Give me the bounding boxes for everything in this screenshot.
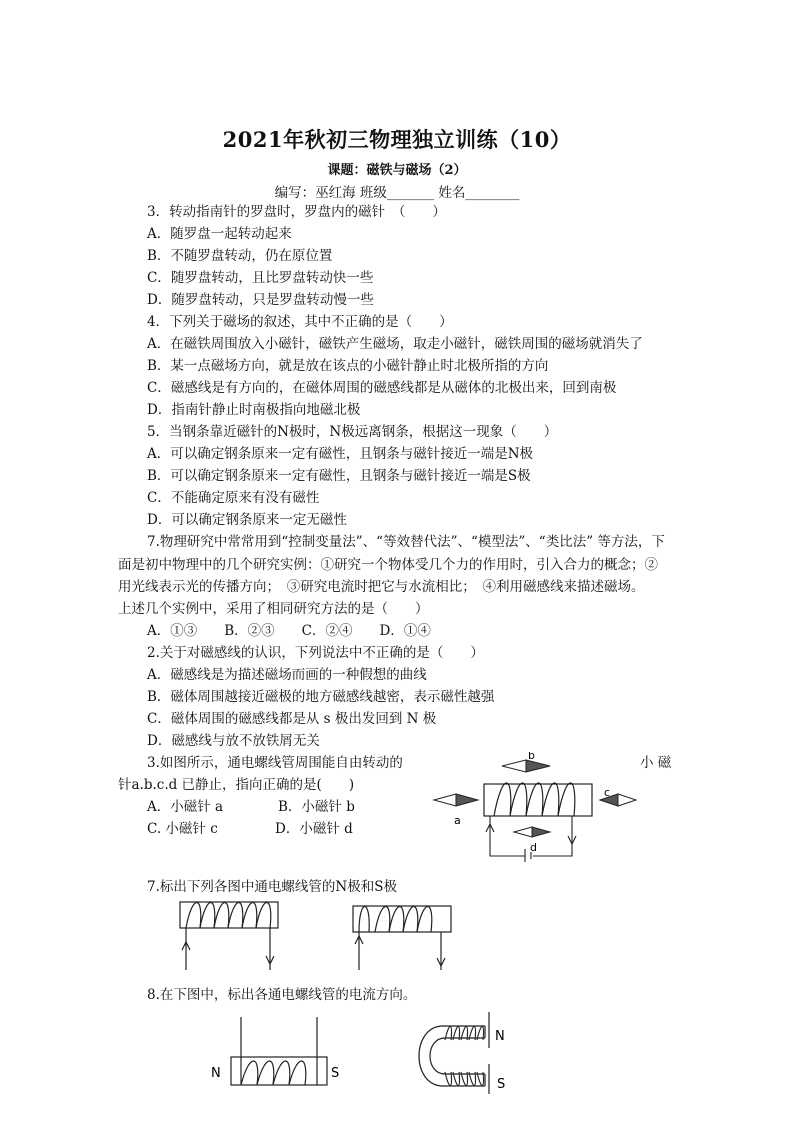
needle-d-left-half xyxy=(514,827,532,837)
needle-b-left-half xyxy=(502,760,526,772)
solenoid-compass-figure xyxy=(432,752,637,862)
question-2-option-a: A．磁感线是为描述磁场而画的一种假想的曲线 xyxy=(147,667,427,683)
circuit-wires xyxy=(486,816,576,862)
solenoid-coils xyxy=(494,783,575,816)
solenoid-3-coils xyxy=(241,1017,317,1085)
needle-a-left-half xyxy=(434,794,456,806)
u-magnet-s-label: S xyxy=(497,1077,506,1092)
question-4-stem: 4．下列关于磁场的叙述，其中不正确的是（ ） xyxy=(147,314,453,330)
question-3-stem: 3．转动指南针的罗盘时，罗盘内的磁针 （ ） xyxy=(147,204,446,220)
needle-c-right-half xyxy=(618,794,636,806)
needle-b-label: b xyxy=(528,752,535,762)
question-2-option-b: B．磁体周围越接近磁极的地方磁感线越密，表示磁性越强 xyxy=(147,689,495,705)
needle-d-label: d xyxy=(530,841,537,854)
solenoid-figure-2 xyxy=(345,896,460,972)
question-3-option-c: C．随罗盘转动，且比罗盘转动快一些 xyxy=(147,270,374,286)
question-3b-line-2: 针a.b.c.d 已静止，指向正确的是( ) xyxy=(118,777,355,793)
question-4-option-a: A．在磁铁周围放入小磁针，磁铁产生磁场，取走小磁针，磁铁周围的磁场就消失了 xyxy=(147,336,643,352)
question-3b-option-c: C. 小磁针 c xyxy=(147,821,218,837)
question-7a-options: A．①③ B．②③ C．②④ D．①④ xyxy=(147,623,431,639)
needle-c-label: c xyxy=(604,786,611,799)
u-magnet-shape xyxy=(419,1012,489,1094)
question-3b-option-d: D．小磁针 d xyxy=(275,821,353,837)
question-7a-line-1: 7.物理研究中常常用到“控制变量法”、“等效替代法”、“模型法”、“类比法” 等方法，下 xyxy=(147,534,665,550)
question-4-option-b: B．某一点磁场方向，就是放在该点的小磁针静止时北极所指的方向 xyxy=(147,358,549,374)
solenoid-1-coils xyxy=(182,903,274,971)
question-3b-option-a: A．小磁针 a xyxy=(147,799,224,815)
solenoid-2-coils xyxy=(355,907,445,971)
author-line: 编写：巫红海 班级_______ 姓名________ xyxy=(274,185,520,201)
page-title: 2021年秋初三物理独立训练（10） xyxy=(222,127,572,152)
needle-a-label: a xyxy=(454,814,461,827)
question-5-option-a: A．可以确定钢条原来一定有磁性，且钢条与磁针接近一端是N极 xyxy=(147,446,534,462)
question-3b-line-1: 3.如图所示，通电螺线管周围能自由转动的 xyxy=(147,755,403,771)
question-7a-line-2: 面是初中物理中的几个研究实例：①研究一个物体受几个力的作用时，引入合力的概念；② xyxy=(118,557,658,573)
question-5-option-b: B．可以确定钢条原来一定有磁性，且钢条与磁针接近一端是S极 xyxy=(147,468,531,484)
question-3b-line-1-tail: 小 磁 xyxy=(640,755,672,771)
solenoid-figure-1 xyxy=(172,896,287,972)
fig3-n-label: N xyxy=(211,1066,221,1081)
question-2-stem: 2.关于对磁感线的认识，下列说法中不正确的是（ ） xyxy=(147,645,484,661)
question-2-option-c: C．磁体周围的磁感线都是从 s 极出发回到 N 极 xyxy=(147,711,437,727)
question-4-option-c: C．磁感线是有方向的，在磁体周围的磁感线都是从磁体的北极出来，回到南极 xyxy=(147,380,617,396)
needle-a-right-half xyxy=(456,794,478,806)
u-magnet-n-label: N xyxy=(495,1029,505,1044)
question-8-stem: 8.在下图中，标出各通电螺线管的电流方向。 xyxy=(147,987,417,1003)
question-7a-line-4: 上述几个实例中，采用了相同研究方法的是（ ） xyxy=(118,601,429,617)
lesson-subtitle: 课题：磁铁与磁场（2） xyxy=(327,163,467,178)
question-5-stem: 5．当钢条靠近磁针的N极时，N极远离钢条，根据这一现象（ ） xyxy=(147,424,558,440)
solenoid-figure-3 xyxy=(205,1015,355,1095)
question-2-option-d: D．磁感线与放不放铁屑无关 xyxy=(147,733,320,749)
question-5-option-c: C．不能确定原来有没有磁性 xyxy=(147,490,320,506)
solenoid-body xyxy=(484,784,592,816)
question-4-option-d: D．指南针静止时南极指向地磁北极 xyxy=(147,402,361,418)
question-3-option-d: D．随罗盘转动，只是罗盘转动慢一些 xyxy=(147,292,374,308)
fig3-s-label: S xyxy=(331,1066,340,1081)
question-5-option-d: D．可以确定钢条原来一定无磁性 xyxy=(147,512,347,528)
needle-d-right-half xyxy=(532,827,550,837)
question-3-option-a: A．随罗盘一起转动起来 xyxy=(147,226,292,242)
question-7b-stem: 7.标出下列各图中通电螺线管的N极和S极 xyxy=(147,879,397,895)
u-magnet-figure xyxy=(405,1012,525,1094)
question-3b-option-b: B．小磁针 b xyxy=(278,799,355,815)
question-7a-line-3: 用光线表示光的传播方向； ③研究电流时把它与水流相比； ④利用磁感线来描述磁场。 xyxy=(118,579,645,595)
question-3-option-b: B．不随罗盘转动，仍在原位置 xyxy=(147,248,333,264)
u-magnet-coils xyxy=(445,1027,484,1086)
